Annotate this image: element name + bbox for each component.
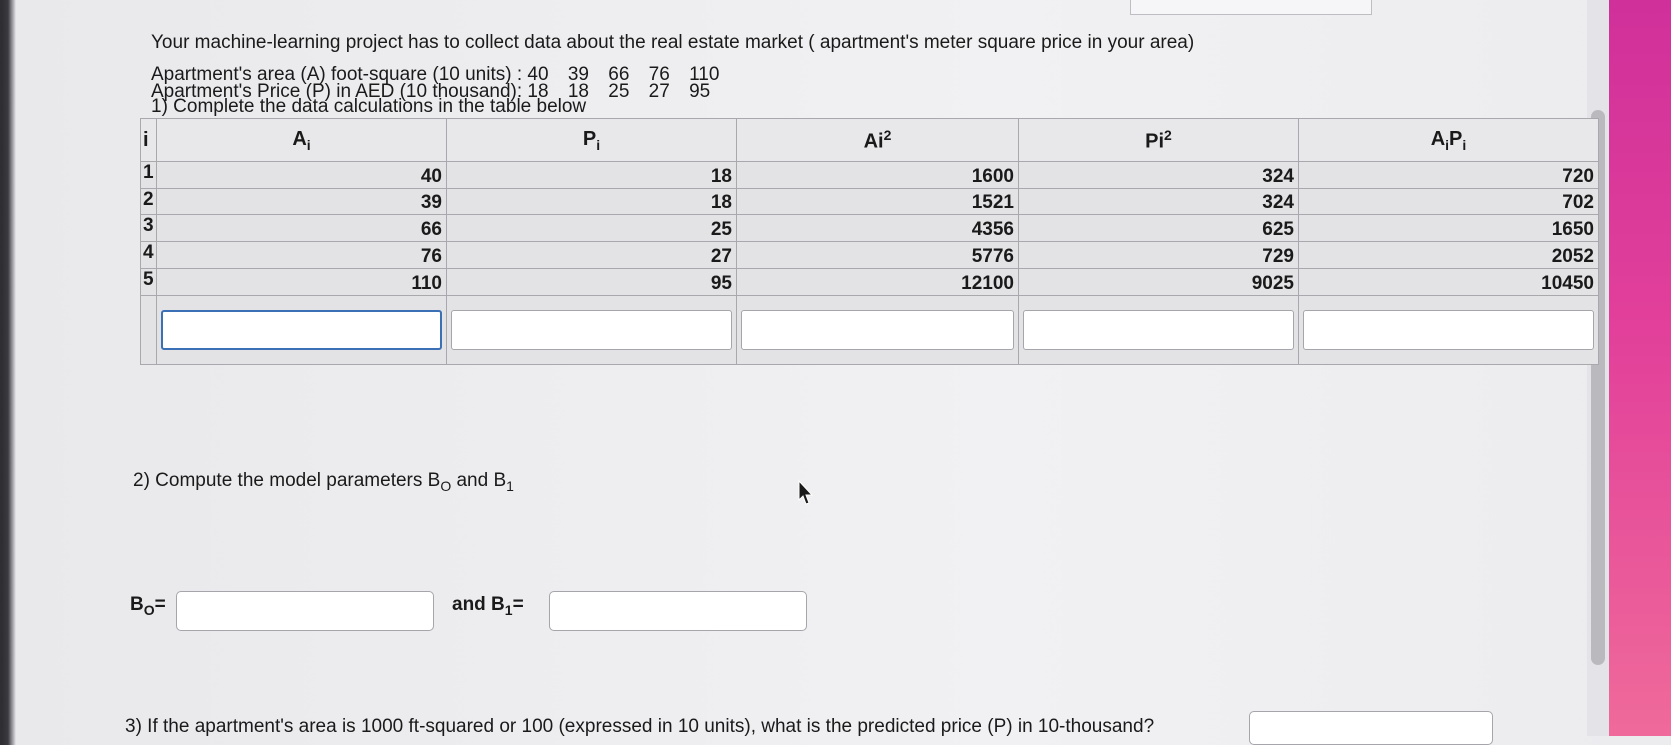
total-p-squared-input[interactable]: [1023, 310, 1294, 350]
area-value: 40: [527, 64, 549, 85]
cell-a-squared: 1600: [737, 162, 1019, 189]
header-p-sub: i: [596, 136, 601, 153]
header-ap-sub: i: [1462, 136, 1467, 153]
header-a: [157, 119, 447, 162]
price-value: 95: [689, 81, 711, 102]
table-row: [141, 268, 1599, 295]
background-edge: [1609, 0, 1671, 736]
cell-a-times-p: 10450: [1299, 268, 1599, 295]
question-2-sub: 1: [506, 477, 514, 494]
b1-label-equals: =: [512, 594, 524, 615]
price-value: 25: [608, 81, 630, 102]
cell-a-times-p: 1650: [1299, 215, 1599, 242]
b1-input[interactable]: [549, 591, 807, 631]
data-table: [140, 118, 1599, 365]
b0-label-text: B: [130, 594, 144, 615]
price-value: 27: [648, 81, 670, 102]
header-i: [141, 119, 157, 162]
cell-a: 110: [157, 268, 447, 295]
row-index: 5: [141, 268, 157, 295]
b1-label-sub: 1: [504, 601, 513, 618]
table-header-row: [141, 119, 1599, 162]
header-ap-label: P: [1449, 127, 1463, 150]
total-a-squared-cell: [737, 295, 1019, 364]
table-row: [141, 242, 1599, 269]
cell-a-squared: 4356: [737, 215, 1019, 242]
cell-a: 76: [157, 242, 447, 269]
price-value: 18: [567, 81, 589, 102]
question-2-prefix: 2) Compute the model parameters B: [133, 470, 441, 491]
total-a-times-p-cell: [1299, 295, 1599, 364]
area-label: Apartment's area (A) foot-square (10 units) :: [151, 64, 523, 85]
cell-p-squared: 729: [1019, 242, 1299, 269]
area-value: 76: [648, 64, 670, 85]
price-value: 18: [527, 81, 549, 102]
header-a-squared: [737, 119, 1019, 162]
price-label: Apartment's Price (P) in AED (10 thousand):: [151, 81, 523, 102]
b0-label-equals: =: [154, 594, 166, 615]
row-index: 3: [141, 215, 157, 242]
cell-a: 66: [157, 215, 447, 242]
top-answer-box[interactable]: [1130, 0, 1372, 15]
b1-label-text: and B: [452, 594, 505, 615]
totals-input-row: [141, 295, 1599, 364]
b1-label: [452, 594, 524, 618]
cell-a-times-p: 2052: [1299, 242, 1599, 269]
cell-p: 27: [447, 242, 737, 269]
mouse-pointer-icon: [798, 480, 814, 506]
cell-a-squared: 5776: [737, 242, 1019, 269]
cell-p-squared: 625: [1019, 215, 1299, 242]
question-intro: Your machine-learning project has to collect data about the real estate market ( apartment's meter square price in your area): [151, 32, 1195, 53]
header-ap-sub: i: [1445, 136, 1450, 153]
header-a2-sup: 2: [883, 126, 892, 143]
b0-label-sub: O: [143, 601, 155, 618]
header-a-times-p: [1299, 119, 1599, 162]
totals-index-cell: [141, 295, 157, 364]
question-3-text: 3) If the apartment's area is 1000 ft-squared or 100 (expressed in 10 units), what is the predicted price (P) in 10-thousand?: [125, 716, 1155, 737]
total-p-cell: [447, 295, 737, 364]
b0-input[interactable]: [176, 591, 434, 631]
header-a-sub: i: [306, 136, 311, 153]
total-p-squared-cell: [1019, 295, 1299, 364]
cell-a: 39: [157, 188, 447, 215]
area-value: 39: [567, 64, 589, 85]
total-a-squared-input[interactable]: [741, 310, 1014, 350]
header-p: [447, 119, 737, 162]
cell-a: 40: [157, 162, 447, 189]
cell-p: 25: [447, 215, 737, 242]
task-1-text: 1) Complete the data calculations in the table below: [151, 96, 587, 117]
header-a2-label: Ai: [863, 130, 884, 153]
question-2-text: [133, 470, 514, 494]
area-value: 66: [608, 64, 630, 85]
row-index: 1: [141, 162, 157, 189]
b0-label: [130, 594, 166, 618]
header-p2-label: Pi: [1145, 130, 1165, 153]
total-a-input[interactable]: [161, 310, 442, 350]
area-value: 110: [689, 64, 720, 85]
predicted-price-input[interactable]: [1249, 711, 1493, 745]
table-row: [141, 162, 1599, 189]
cell-a-squared: 12100: [737, 268, 1019, 295]
row-index: 4: [141, 242, 157, 269]
cell-p-squared: 324: [1019, 162, 1299, 189]
header-i-label: i: [143, 128, 149, 151]
table-row: [141, 215, 1599, 242]
cell-p: 18: [447, 162, 737, 189]
total-a-cell: [157, 295, 447, 364]
cell-p-squared: 9025: [1019, 268, 1299, 295]
cell-a-times-p: 720: [1299, 162, 1599, 189]
table-row: [141, 188, 1599, 215]
header-p-squared: [1019, 119, 1299, 162]
question-2-sub: O: [440, 477, 452, 494]
header-p-label: P: [582, 127, 597, 150]
cell-a-times-p: 702: [1299, 188, 1599, 215]
row-index: 2: [141, 188, 157, 215]
header-a-label: A: [292, 127, 307, 150]
total-a-times-p-input[interactable]: [1303, 310, 1594, 350]
total-p-input[interactable]: [451, 310, 732, 350]
header-p2-sup: 2: [1164, 126, 1172, 143]
header-ap-label: A: [1430, 127, 1446, 150]
cell-p: 95: [447, 268, 737, 295]
question-2-middle: and B: [451, 470, 507, 491]
cell-p-squared: 324: [1019, 188, 1299, 215]
cell-p: 18: [447, 188, 737, 215]
cell-a-squared: 1521: [737, 188, 1019, 215]
